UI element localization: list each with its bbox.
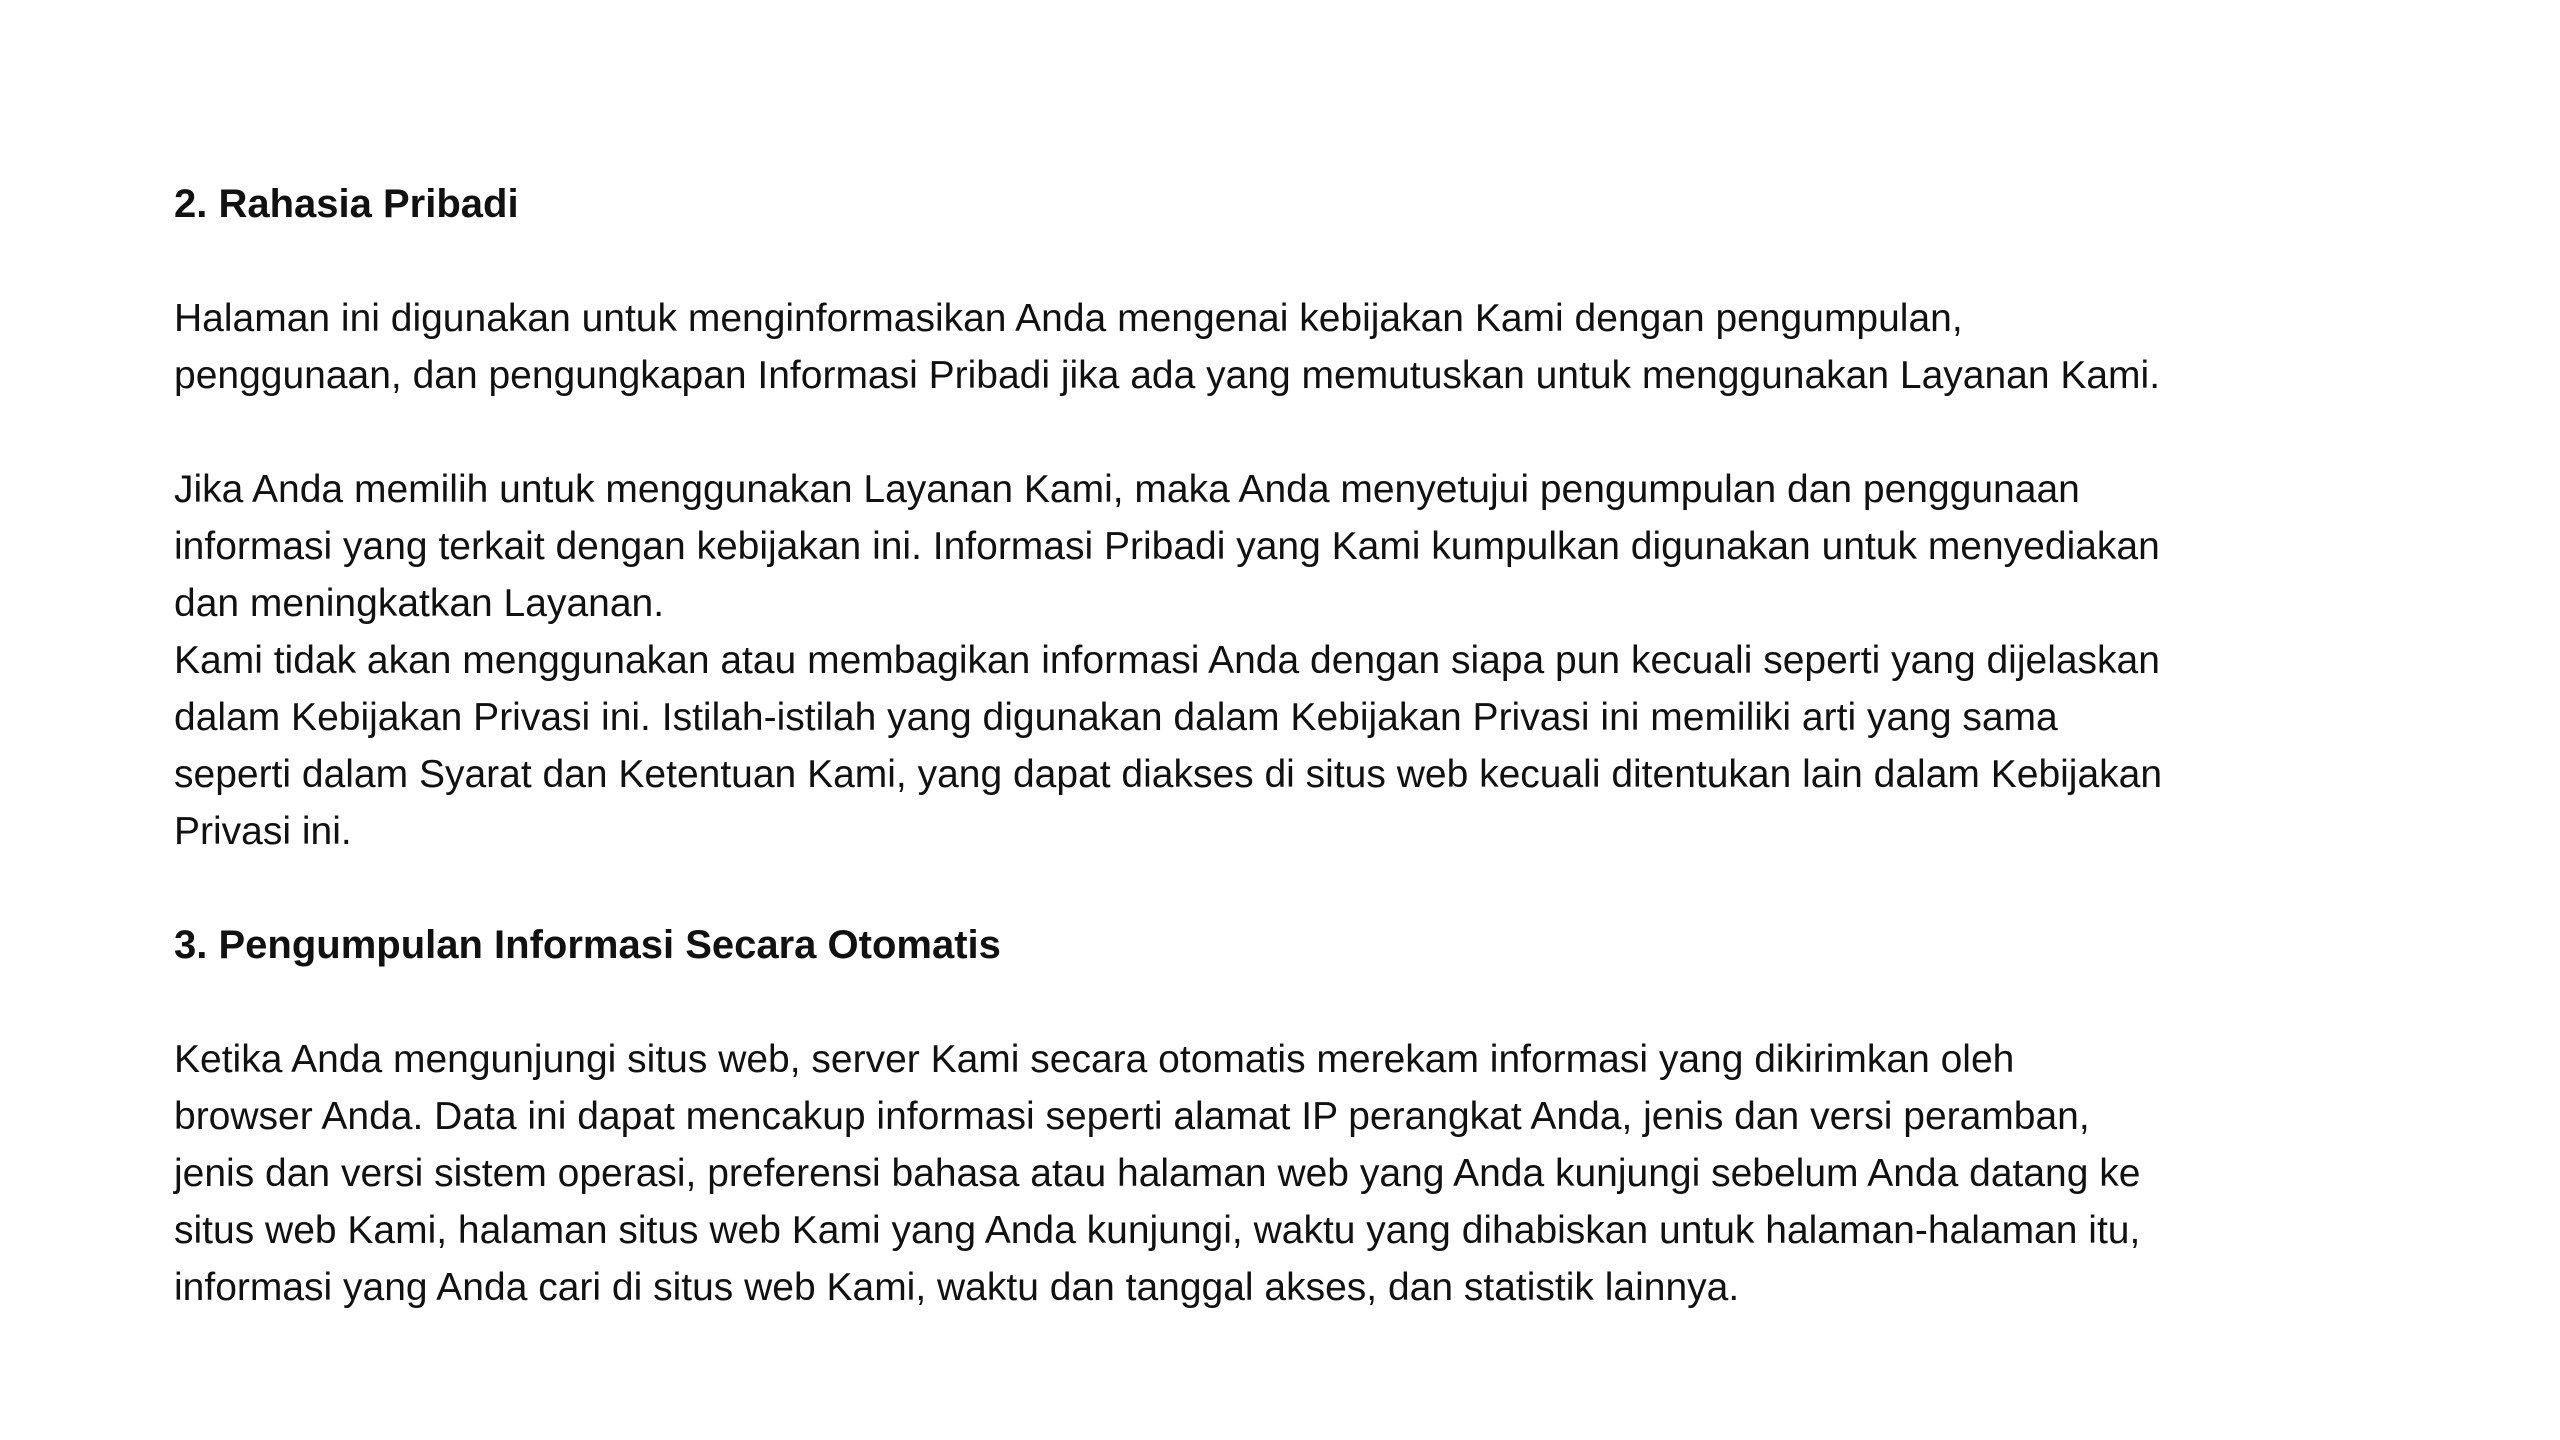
paragraph-consent <box>174 461 2414 860</box>
text-line: Jika Anda memilih untuk menggunakan Layanan Kami, maka Anda menyetujui pengumpulan dan penggunaan <box>174 468 2080 511</box>
text-line: Ketika Anda mengunjungi situs web, server Kami secara otomatis merekam informasi yang dikirimkan oleh <box>174 1038 2015 1081</box>
policy-content <box>174 176 2414 1316</box>
section-heading-rahasia-pribadi: 2. Rahasia Pribadi <box>174 182 519 226</box>
spacer <box>174 860 2414 917</box>
text-line: Halaman ini digunakan untuk menginformasikan Anda mengenai kebijakan Kami dengan pengumpulan, <box>174 297 1963 340</box>
spacer <box>174 974 2414 1031</box>
paragraph-purpose <box>174 290 2414 404</box>
spacer <box>174 233 2414 290</box>
text-line: seperti dalam Syarat dan Ketentuan Kami, yang dapat diakses di situs web kecuali ditentukan lain dalam Kebijakan <box>174 753 2163 796</box>
text-line: jenis dan versi sistem operasi, preferensi bahasa atau halaman web yang Anda kunjungi sebelum Anda datang ke <box>174 1152 2141 1195</box>
paragraph-automatic-collection <box>174 1031 2414 1316</box>
text-line: browser Anda. Data ini dapat mencakup informasi seperti alamat IP perangkat Anda, jenis dan versi peramban, <box>174 1095 2090 1138</box>
spacer <box>174 404 2414 461</box>
text-line: informasi yang terkait dengan kebijakan ini. Informasi Pribadi yang Kami kumpulkan digunakan untuk menyediakan <box>174 525 2160 568</box>
text-line: Privasi ini. <box>174 810 352 853</box>
text-line: situs web Kami, halaman situs web Kami yang Anda kunjungi, waktu yang dihabiskan untuk halaman-halaman itu, <box>174 1209 2141 1252</box>
text-line: penggunaan, dan pengungkapan Informasi Pribadi jika ada yang memutuskan untuk menggunakan Layanan Kami. <box>174 354 2161 397</box>
text-line: Kami tidak akan menggunakan atau membagikan informasi Anda dengan siapa pun kecuali seperti yang dijelaskan <box>174 639 2160 682</box>
text-line: informasi yang Anda cari di situs web Kami, waktu dan tanggal akses, dan statistik lainnya. <box>174 1266 1740 1309</box>
section-heading-pengumpulan-informasi: 3. Pengumpulan Informasi Secara Otomatis <box>174 923 1001 967</box>
text-line: dalam Kebijakan Privasi ini. Istilah-istilah yang digunakan dalam Kebijakan Privasi ini memiliki arti yang sama <box>174 696 2058 739</box>
text-line: dan meningkatkan Layanan. <box>174 582 665 625</box>
